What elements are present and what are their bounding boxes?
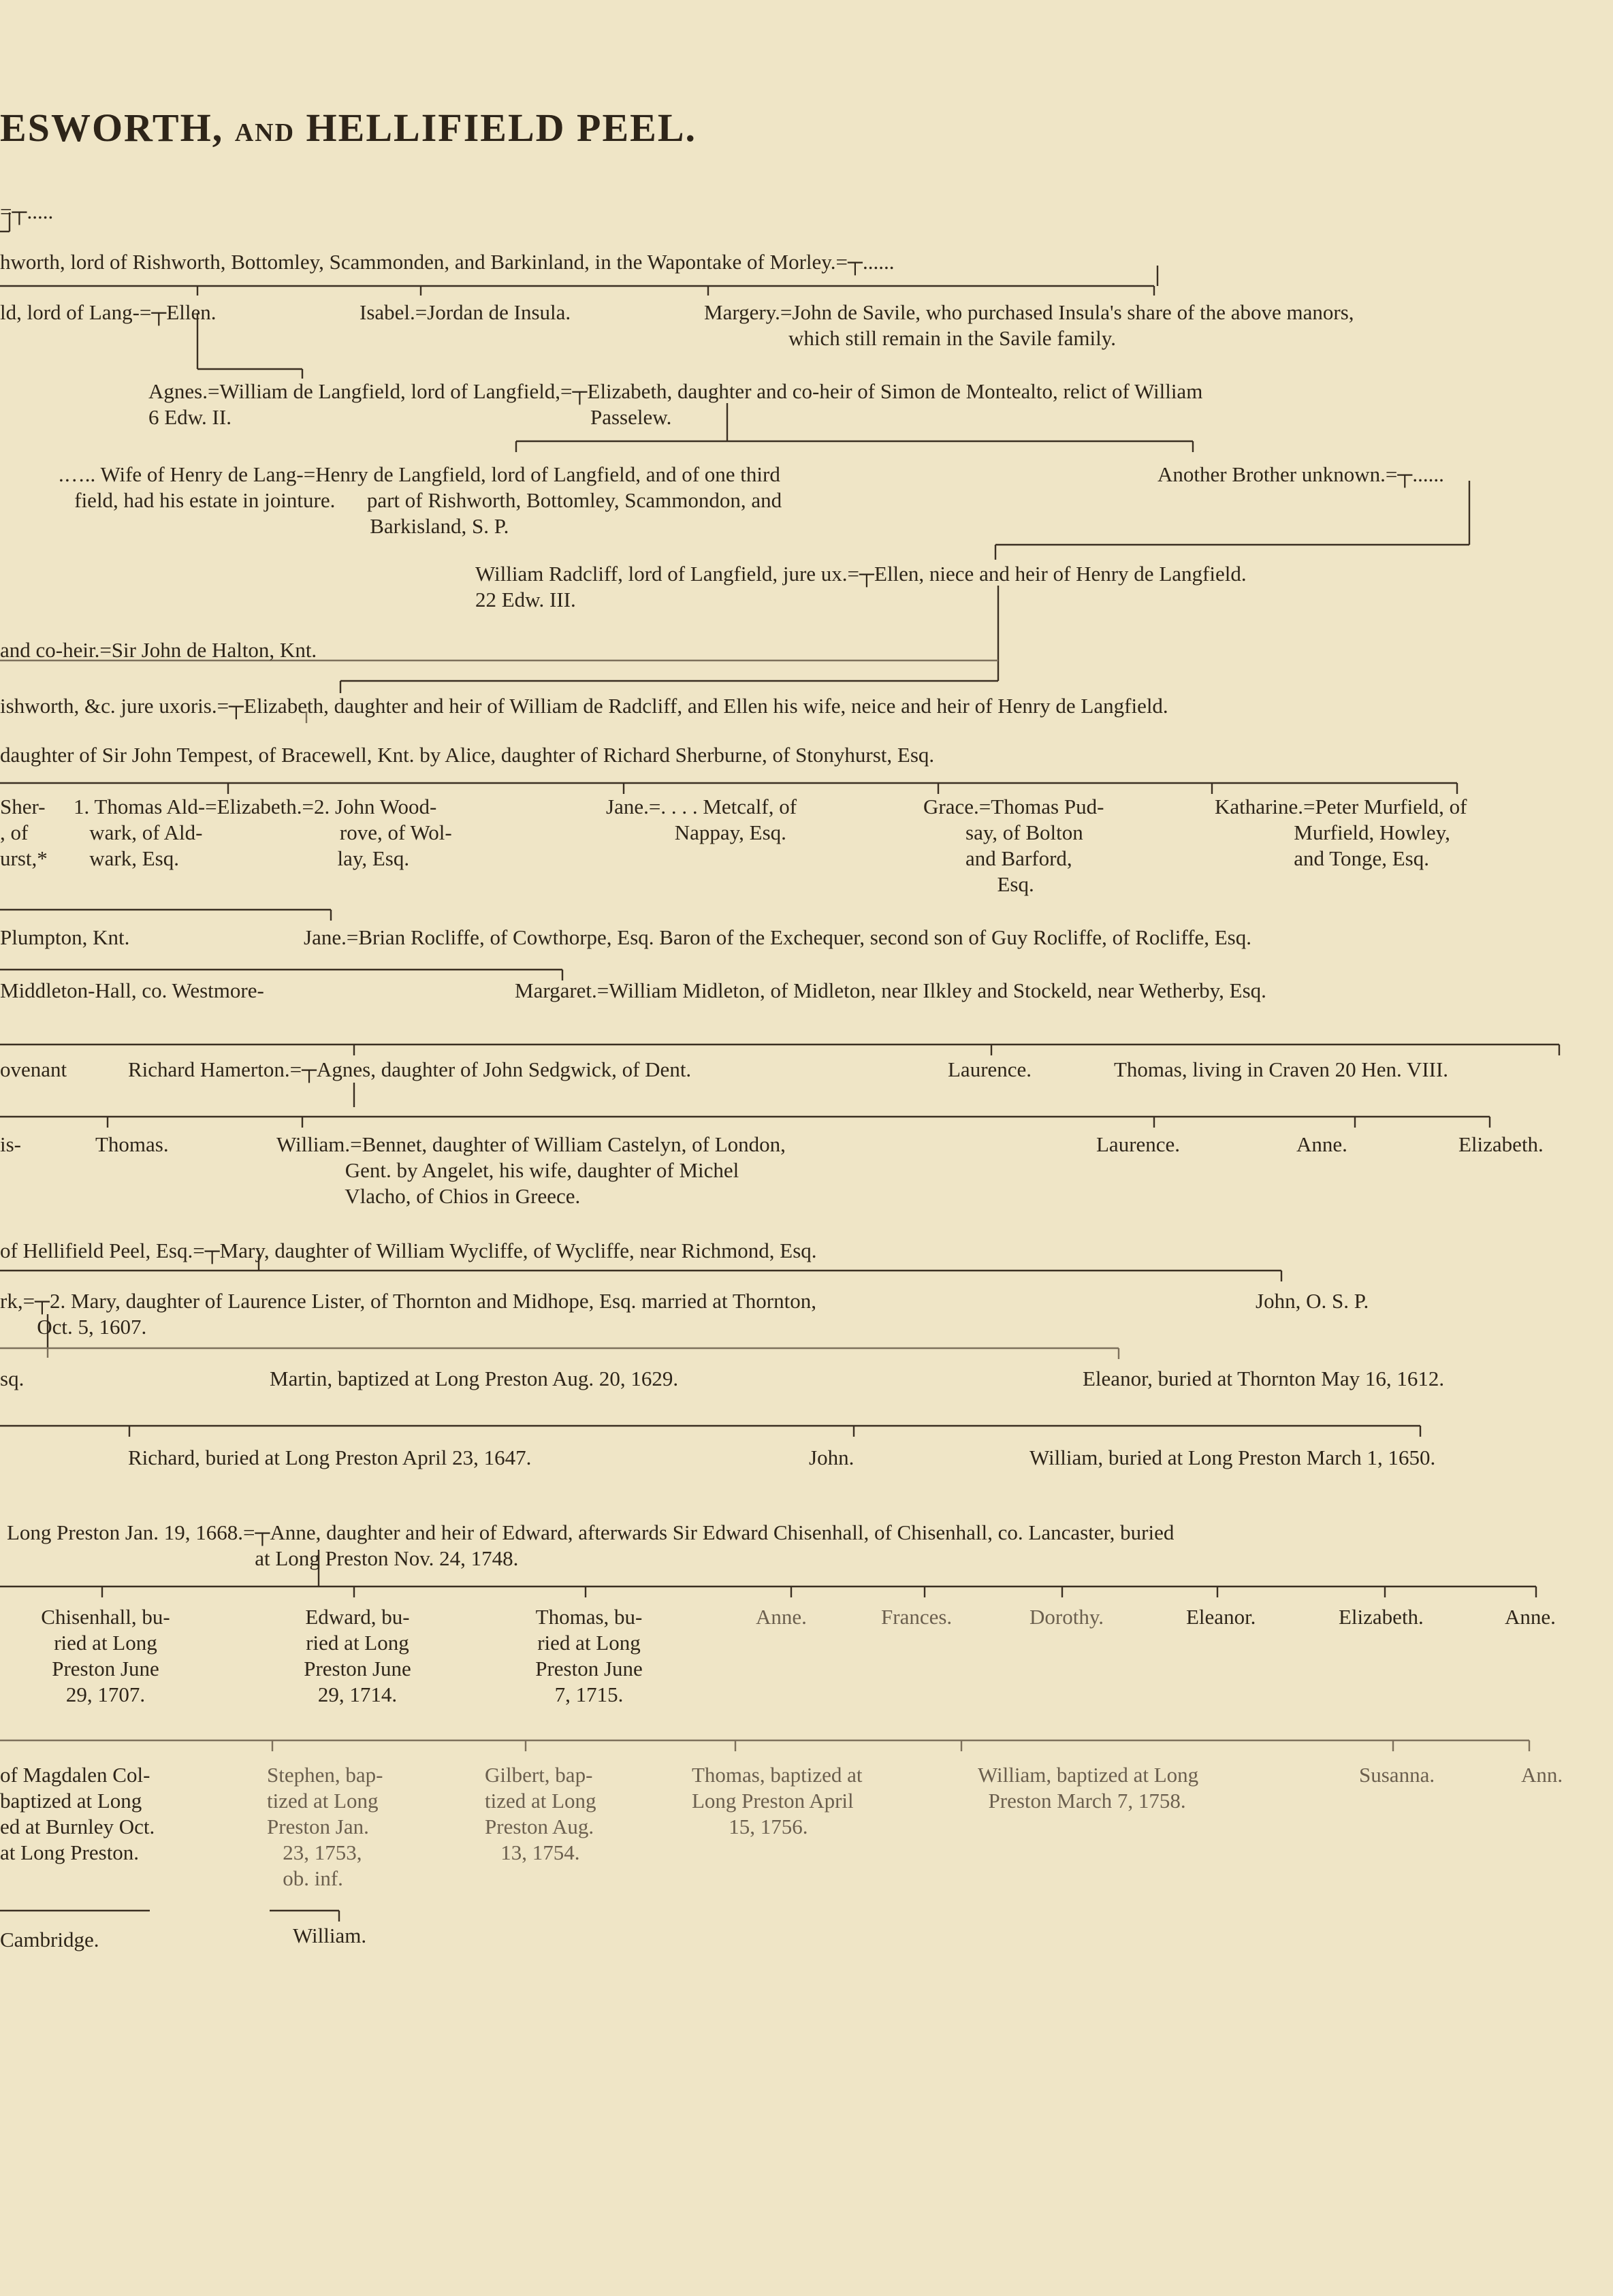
gen16-eleanor-entry: Eleanor, buried at Thornton May 16, 1612. [1083, 1367, 1445, 1390]
gen20-william-entry: William, baptized at Long Preston March 7, 1758. [978, 1763, 1199, 1813]
gen19-anne-entry: Anne. [756, 1605, 807, 1629]
gen9-thomas-elizabeth-entry: 1. Thomas Ald-=Elizabeth.=2. John Wood- wark, of Ald- rove, of Wol- wark, Esq. lay, Esq. [74, 795, 452, 870]
gen20-stephen-entry: Stephen, bap- tized at Long Preston Jan. 23, 1753, ob. inf. [267, 1763, 383, 1890]
gen8-tempest-entry: daughter of Sir John Tempest, of Bracewell, Knt. by Alice, daughter of Richard Sherburne, of Stonyhurst, Esq. [0, 743, 935, 767]
gen9-sher-entry: Sher- , of urst,* [0, 795, 48, 870]
gen19-frances-entry: Frances. [881, 1605, 953, 1629]
gen20-thomas-entry: Thomas, baptized at Long Preston April 15, 1756. [692, 1763, 863, 1838]
gen13-is-entry: is- [0, 1132, 21, 1156]
gen13-anne-entry: Anne. [1296, 1132, 1347, 1156]
gen9-katharine-entry: Katharine.=Peter Murfield, of Murfield, Howley, and Tonge, Esq. [1215, 795, 1467, 870]
gen2-margery-entry: Margery.=John de Savile, who purchased Insula's share of the above manors, which still remain in the Savile family. [704, 300, 1354, 350]
gen17-richard-entry: Richard, buried at Long Preston April 23, 1647. [128, 1446, 532, 1469]
gen9-jane-entry: Jane.=. . . . Metcalf, of Nappay, Esq. [606, 795, 797, 844]
gen1-rishworth-line: hworth, lord of Rishworth, Bottomley, Scammonden, and Barkinland, in the Wapontake of Morley.=┬...... [0, 250, 895, 274]
gen16-sq-entry: sq. [0, 1367, 25, 1390]
gen7-elizabeth-entry: ishworth, &c. jure uxoris.=┬Elizabeth, daughter and heir of William de Radcliff, and Ellen his wife, neice and heir of Henry de Langfield. [0, 694, 1168, 718]
gen20-gilbert-entry: Gilbert, bap- tized at Long Preston Aug. 13, 1754. [485, 1763, 596, 1864]
gen5-radcliff-entry: William Radcliff, lord of Langfield, jure ux.=┬Ellen, niece and heir of Henry de Langfield. 22 Edw. III. [475, 562, 1247, 611]
gen4-henry-entry: .….. Wife of Henry de Lang-=Henry de Langfield, lord of Langfield, and of one third field, had his estate in jointure. part of Rishworth, Bottomley, Scammondon, and Barkisland, S. P. [59, 462, 782, 538]
gen19-chisenhall-entry: Chisenhall, bu- ried at Long Preston June 29, 1707. [41, 1605, 170, 1706]
gen11-margaret-entry: Margaret.=William Midleton, of Midleton, near Ilkley and Stockeld, near Wetherby, Esq. [515, 978, 1266, 1002]
gen13-elizabeth-entry: Elizabeth. [1458, 1132, 1544, 1156]
gen10-jane-entry: Jane.=Brian Rocliffe, of Cowthorpe, Esq. Baron of the Exchequer, second son of Guy Rocliffe, of Rocliffe, Esq. [304, 925, 1251, 949]
gen11-middleton-entry: Middleton-Hall, co. Westmore- [0, 978, 264, 1002]
gen12-laurence-entry: Laurence. [948, 1057, 1032, 1081]
gen12-richard-entry: Richard Hamerton.=┬Agnes, daughter of John Sedgwick, of Dent. [128, 1057, 692, 1081]
gen20-ann-entry: Ann. [1521, 1763, 1563, 1787]
gen10-plumpton-entry: Plumpton, Knt. [0, 925, 130, 949]
gen16-martin-entry: Martin, baptized at Long Preston Aug. 20, 1629. [270, 1367, 679, 1390]
gen20-susanna-entry: Susanna. [1359, 1763, 1435, 1787]
gen15-john-entry: John, O. S. P. [1256, 1289, 1369, 1313]
gen0-marker: =┬..... [0, 200, 54, 223]
gen3-agnes-entry: Agnes.=William de Langfield, lord of Langfield,=┬Elizabeth, daughter and co-heir of Simon de Montealto, relict of William 6 Edw. II. Passelew. [148, 379, 1203, 429]
gen13-william-entry: William.=Bennet, daughter of William Castelyn, of London, Gent. by Angelet, his wife, daughter of Michel Vlacho, of Chios in Greece. [276, 1132, 786, 1208]
gen21-cambridge-entry: Cambridge. [0, 1928, 99, 1951]
gen18-anne-entry: Long Preston Jan. 19, 1668.=┬Anne, daughter and heir of Edward, afterwards Sir Edward Chisenhall, of Chisenhall, co. Lancaster, buried at Long Preston Nov. 24, 1748. [7, 1520, 1175, 1570]
gen9-grace-entry: Grace.=Thomas Pud- say, of Bolton and Barford, Esq. [923, 795, 1104, 896]
gen19-thomas-entry: Thomas, bu- ried at Long Preston June 7, 1715. [535, 1605, 643, 1706]
gen19-anne-last-entry: Anne. [1505, 1605, 1556, 1629]
gen19-edward-entry: Edward, bu- ried at Long Preston June 29, 1714. [304, 1605, 411, 1706]
gen13-laurence-entry: Laurence. [1096, 1132, 1181, 1156]
gen13-thomas-entry: Thomas. [95, 1132, 169, 1156]
gen17-william-entry: William, buried at Long Preston March 1, 1650. [1029, 1446, 1436, 1469]
gen12-covenant-entry: ovenant [0, 1057, 67, 1081]
gen2-isabel-entry: Isabel.=Jordan de Insula. [360, 300, 571, 324]
gen4-brother-entry: Another Brother unknown.=┬...... [1157, 462, 1444, 486]
gen17-john-entry: John. [809, 1446, 855, 1469]
gen6-halton-entry: and co-heir.=Sir John de Halton, Knt. [0, 638, 317, 662]
gen14-hellifield-entry: of Hellifield Peel, Esq.=┬Mary, daughter of William Wycliffe, of Wycliffe, near Richmond, Esq. [0, 1239, 817, 1262]
gen19-dorothy-entry: Dorothy. [1029, 1605, 1104, 1629]
gen20-magdalen-entry: of Magdalen Col- baptized at Long ed at Burnley Oct. at Long Preston. [0, 1763, 155, 1864]
gen2-ld-entry: ld, lord of Lang-=┬Ellen. [0, 300, 217, 324]
page-title: ESWORTH, AND HELLIFIELD PEEL. [0, 106, 697, 150]
gen19-eleanor-entry: Eleanor. [1186, 1605, 1256, 1629]
gen19-elizabeth-entry: Elizabeth. [1339, 1605, 1424, 1629]
gen15-mary-entry: rk,=┬2. Mary, daughter of Laurence Lister, of Thornton and Midhope, Esq. married at Thornton, Oct. 5, 1607. [0, 1289, 816, 1339]
gen21-william-entry: William. [293, 1924, 367, 1947]
gen12-thomas-entry: Thomas, living in Craven 20 Hen. VIII. [1114, 1057, 1449, 1081]
